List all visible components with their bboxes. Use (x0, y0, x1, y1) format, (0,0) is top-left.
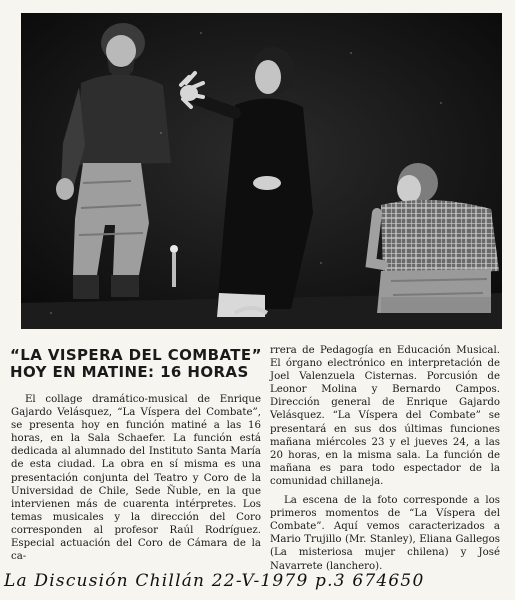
stage-scene-image (21, 13, 502, 329)
article-paragraph: El collage dramático-musical de Enrique Gajardo Velásquez, “La Víspera del Combate”, se presenta hoy en función matiné a las 16 horas, en la Sala Schaefer. La función está dedicada al alumnado del Instituto Santa María de esta ciudad. La obra en sí misma es una presentación conjunta del Teatro y Coro de la Universidad de Chile, Sede Ñuble, en la que intervienen más de cuarenta intérpretes. Los temas musicales y la dirección del Coro corresponden al profesor Raúl Rodríguez. Especial actuación del Coro de Cámara de la ca- (11, 394, 261, 563)
headline-line-1: “LA VISPERA DEL COMBATE” (10, 346, 262, 364)
article-column-left (11, 393, 261, 563)
article-paragraph: rrera de Pedagogía en Educación Musical. El órgano electrónico en interpretación de Joel Valenzuela Cisternas. Porcusión de Leonor Molina y Bernardo Campos. Dirección general de Enrique Gajardo Velásquez. “La Víspera del Combate” se presentará en sus dos últimas funciones mañana miércoles 23 y el jueves 24, a las 20 horas, en la misma sala. La función de mañana es para todo espectador de la comunidad chillaneja. (270, 345, 500, 487)
article-column-right (270, 344, 500, 573)
stage-photo (21, 13, 502, 329)
handwritten-citation: La Discusión Chillán 22-V-1979 p.3 674650 (4, 571, 425, 591)
headline-line-2: HOY EN MATINE: 16 HORAS (10, 363, 249, 381)
article-paragraph: La escena de la foto corresponde a los primeros momentos de “La Víspera del Combate”. Aquí vemos caracterizados a Mario Trujillo (Mr. Stanley), Eliana Gallegos (La misteriosa mujer chilena) y José Navarrete (lanchero). (270, 495, 500, 572)
article-headline (10, 347, 262, 381)
